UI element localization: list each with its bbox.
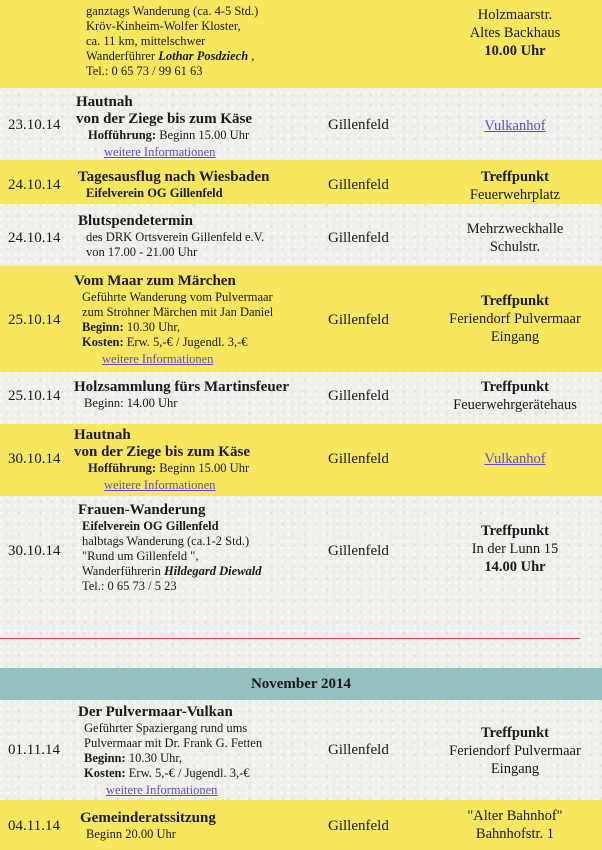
event-location: Mehrzweckhalle Schulstr. bbox=[466, 221, 564, 255]
event-info: Hautnah von der Ziege bis zum Käse Hofführung: Beginn 15.00 Uhr weitere Informationen bbox=[76, 94, 252, 159]
event-row bbox=[0, 160, 602, 204]
event-date: 23.10.14 bbox=[8, 117, 61, 133]
event-place: Gillenfeld bbox=[328, 388, 389, 404]
event-title: Frauen-Wanderung bbox=[78, 502, 206, 518]
event-title: Holzsammlung fürs Martinsfeuer bbox=[74, 379, 289, 395]
detail-line: Kröv-Kinheim-Wolfer Kloster, bbox=[86, 19, 241, 33]
event-info: Tagesausflug nach Wiesbaden Eifelverein OG Gillenfeld bbox=[78, 169, 270, 200]
more-info-link[interactable]: weitere Informationen bbox=[104, 478, 216, 492]
event-place: Gillenfeld bbox=[328, 230, 389, 246]
month-header: November 2014 bbox=[0, 668, 602, 700]
event-row bbox=[0, 700, 602, 800]
event-place: Gillenfeld bbox=[328, 312, 389, 328]
event-title: von der Ziege bis zum Käse bbox=[74, 444, 250, 460]
event-title: Blutspendetermin bbox=[78, 213, 194, 229]
event-date: 25.10.14 bbox=[8, 312, 61, 328]
event-info: Holzsammlung fürs Martinsfeuer Beginn: 14.00 Uhr bbox=[74, 379, 289, 410]
event-info: Gemeinderatssitzung Beginn 20.00 Uhr bbox=[80, 810, 216, 841]
event-row bbox=[0, 88, 602, 160]
event-title: Vom Maar zum Märchen bbox=[74, 273, 236, 289]
more-info-link[interactable]: weitere Informationen bbox=[104, 145, 216, 159]
event-place: Gillenfeld bbox=[328, 543, 389, 559]
event-location: Treffpunkt Feriendorf Pulvermaar Eingang bbox=[449, 293, 581, 345]
phone-line: Tel.: 0 65 73 / 99 61 63 bbox=[86, 64, 203, 78]
event-row bbox=[0, 372, 602, 424]
event-date: 04.11.14 bbox=[8, 818, 60, 834]
event-title: von der Ziege bis zum Käse bbox=[76, 111, 252, 127]
event-info: Blutspendetermin des DRK Ortsverein Gillenfeld e.V. von 17.00 - 21.00 Uhr bbox=[78, 213, 265, 259]
event-date: 24.10.14 bbox=[8, 177, 61, 193]
event-place: Gillenfeld bbox=[328, 451, 389, 467]
event-row-continued bbox=[0, 0, 602, 88]
event-date: 24.10.14 bbox=[8, 230, 61, 246]
event-date: 30.10.14 bbox=[8, 451, 61, 467]
event-date: 30.10.14 bbox=[8, 543, 61, 559]
event-location: Treffpunkt Feuerwehrplatz bbox=[469, 169, 561, 203]
divider-line bbox=[0, 638, 580, 639]
event-location: Treffpunkt Feuerwehrgerätehaus bbox=[453, 379, 577, 413]
event-location: "Alter Bahnhof" Bahnhofstr. 1 bbox=[467, 808, 563, 842]
event-title: Tagesausflug nach Wiesbaden bbox=[78, 169, 270, 185]
vulkanhof-link[interactable]: Vulkanhof bbox=[484, 118, 546, 134]
event-location: Holzmaarstr. Altes Backhaus 10.00 Uhr bbox=[469, 7, 561, 59]
event-location: Treffpunkt In der Lunn 15 14.00 Uhr bbox=[471, 523, 559, 575]
event-info: Hautnah von der Ziege bis zum Käse Hofführung: Beginn 15.00 Uhr weitere Informationen bbox=[74, 427, 250, 492]
event-date: 01.11.14 bbox=[8, 742, 60, 758]
event-date: 25.10.14 bbox=[8, 388, 61, 404]
event-row bbox=[0, 800, 602, 850]
event-place: Gillenfeld bbox=[328, 117, 389, 133]
event-details bbox=[86, 4, 258, 79]
event-title: Hautnah bbox=[76, 94, 133, 110]
event-row bbox=[0, 424, 602, 496]
event-place: Gillenfeld bbox=[328, 177, 389, 193]
event-place: Gillenfeld bbox=[328, 818, 389, 834]
event-place: Gillenfeld bbox=[328, 742, 389, 758]
detail-line: ca. 11 km, mittelschwer bbox=[86, 34, 206, 48]
detail-line: ganztags Wanderung (ca. 4-5 Std.) bbox=[86, 4, 259, 18]
event-location: Treffpunkt Feriendorf Pulvermaar Eingang bbox=[449, 725, 581, 777]
event-info: Vom Maar zum Märchen Geführte Wanderung vom Pulvermaar zum Strohner Märchen mit Jan Daniel Beginn: 10.30 Uhr, Kosten: Erw. 5,-€ / Jugendl. 3,-€ weitere Informationen bbox=[74, 273, 274, 366]
event-row bbox=[0, 204, 602, 266]
more-info-link[interactable]: weitere Informationen bbox=[102, 352, 214, 366]
event-info: Frauen-Wanderung Eifelverein OG Gillenfeld halbtags Wanderung (ca.1-2 Std.) "Rund um Gillenfeld ", Wanderführerin Hildegard Diewald Tel.: 0 65 73 / 5 23 bbox=[78, 502, 262, 593]
event-info: Der Pulvermaar-Vulkan Geführter Spaziergang rund ums Pulvermaar mit Dr. Frank G. Fetten Beginn: 10.30 Uhr, Kosten: Erw. 5,-€ / Jugendl. 3,-€ weitere Informationen bbox=[78, 704, 263, 797]
event-row bbox=[0, 266, 602, 372]
event-title: Hautnah bbox=[74, 427, 131, 443]
more-info-link[interactable]: weitere Informationen bbox=[106, 783, 218, 797]
event-title: Gemeinderatssitzung bbox=[80, 810, 216, 826]
event-row bbox=[0, 496, 602, 606]
vulkanhof-link[interactable]: Vulkanhof bbox=[484, 451, 546, 467]
guide-line: Wanderführer Lothar Posdziech , bbox=[86, 49, 255, 63]
event-title: Der Pulvermaar-Vulkan bbox=[78, 704, 233, 720]
